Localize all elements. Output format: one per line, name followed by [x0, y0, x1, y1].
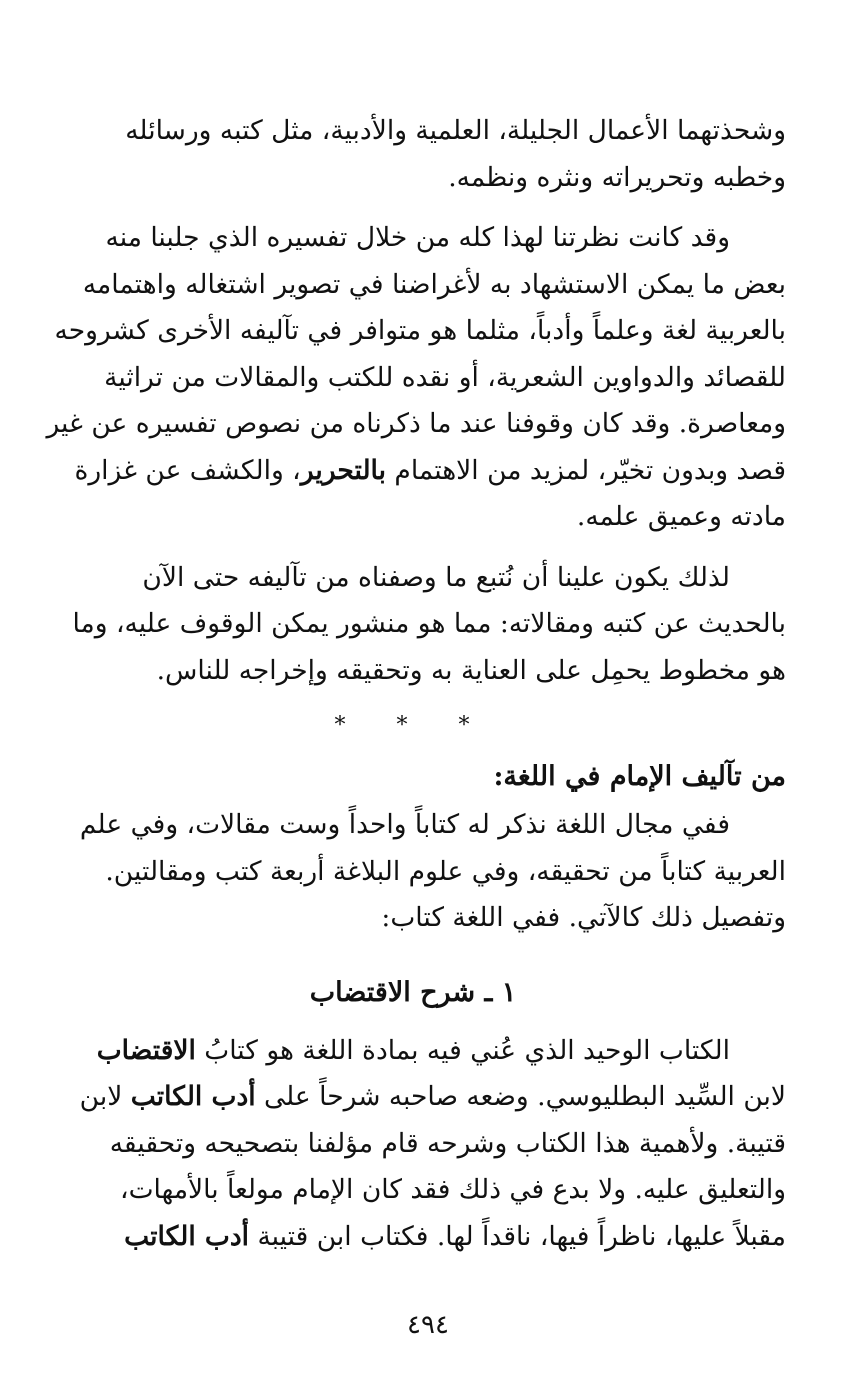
- bold-term: الاقتضاب: [96, 1034, 196, 1066]
- section-paragraph: [40, 802, 786, 942]
- text-line: بالعربية لغة وعلماً وأدباً، مثلما هو متوافر في تآليفه الأخرى كشروحه: [54, 315, 786, 346]
- text-line: هو مخطوط يحمِل على العناية به وتحقيقه وإخراجه للناس.: [156, 654, 786, 686]
- text-line: العربية كتاباً من تحقيقه، وفي علوم البلاغة أربعة كتب ومقالتين.: [105, 855, 786, 887]
- text-run: الكتاب الوحيد الذي عُني فيه بمادة اللغة هو كتابُ: [195, 1034, 730, 1066]
- text-line: والتعليق عليه. ولا بدع في ذلك فقد كان الإمام مولعاً بالأمهات،: [120, 1174, 786, 1205]
- text-line: بعض ما يمكن الاستشهاد به لأغراضنا في تصوير اشتغاله واهتمامه: [82, 268, 786, 300]
- text-line: وقد كانت نظرتنا لهذا كله من خلال تفسيره الذي جلبنا منه: [105, 222, 730, 253]
- bold-term: أدب الكاتب: [130, 1081, 256, 1112]
- text-line: مادته وعميق علمه.: [576, 501, 786, 532]
- section-separator: * * *: [334, 713, 492, 738]
- text-run: قصد وبدون تخيّر، لمزيد من الاهتمام: [385, 454, 786, 486]
- text-line: للقصائد والدواوين الشعرية، أو نقده للكتب والمقالات من تراثية: [104, 361, 786, 393]
- bold-term: بالتحرير: [300, 454, 386, 486]
- text-run: ، والكشف عن غزارة: [74, 454, 301, 486]
- text-line: بالحديث عن كتبه ومقالاته: مما هو منشور يمكن الوقوف عليه، وما: [72, 608, 786, 639]
- text-line: [40, 1214, 786, 1261]
- bold-term: أدب الكاتب: [124, 1220, 250, 1252]
- text-run: مقبلاً عليها، ناظراً فيها، ناقداً لها. فكتاب ابن قتيبة: [249, 1220, 786, 1252]
- subheading: ١ ـ شرح الاقتضاب: [309, 976, 517, 1008]
- text-line: لذلك يكون علينا أن نُتبع ما وصفناه من تآليفه حتى الآن: [142, 561, 730, 593]
- text-line: وخطبه وتحريراته ونثره ونظمه.: [448, 161, 786, 193]
- text-line: ففي مجال اللغة نذكر له كتاباً واحداً وست مقالات، وفي علم: [79, 809, 730, 840]
- page-number: ٤٩٤: [407, 1310, 449, 1340]
- text-line: [40, 1028, 786, 1075]
- text-line: قتيبة. ولأهمية هذا الكتاب وشرحه قام مؤلفنا بتصحيحه وتحقيقه: [109, 1127, 786, 1159]
- paragraph-3: [40, 555, 786, 695]
- paragraph-2: [40, 215, 786, 541]
- text-line: [40, 448, 786, 495]
- last-paragraph: [40, 1028, 786, 1261]
- text-line: وتفصيل ذلك كالآتي. ففي اللغة كتاب:: [381, 902, 786, 933]
- text-line: ومعاصرة. وقد كان وقوفنا عند ما ذكرناه من نصوص تفسيره عن غير: [46, 408, 786, 439]
- page-body: [40, 108, 786, 1260]
- text-run: لابن السِّيد البطليوسي. وضعه صاحبه شرحاً على: [255, 1081, 786, 1112]
- section-heading: من تآليف الإمام في اللغة:: [493, 761, 786, 792]
- paragraph-1: [40, 108, 786, 201]
- text-line: وشحذتهما الأعمال الجليلة، العلمية والأدبية، مثل كتبه ورسائله: [125, 115, 786, 146]
- text-run: لابن: [79, 1081, 131, 1112]
- text-line: [40, 1074, 786, 1121]
